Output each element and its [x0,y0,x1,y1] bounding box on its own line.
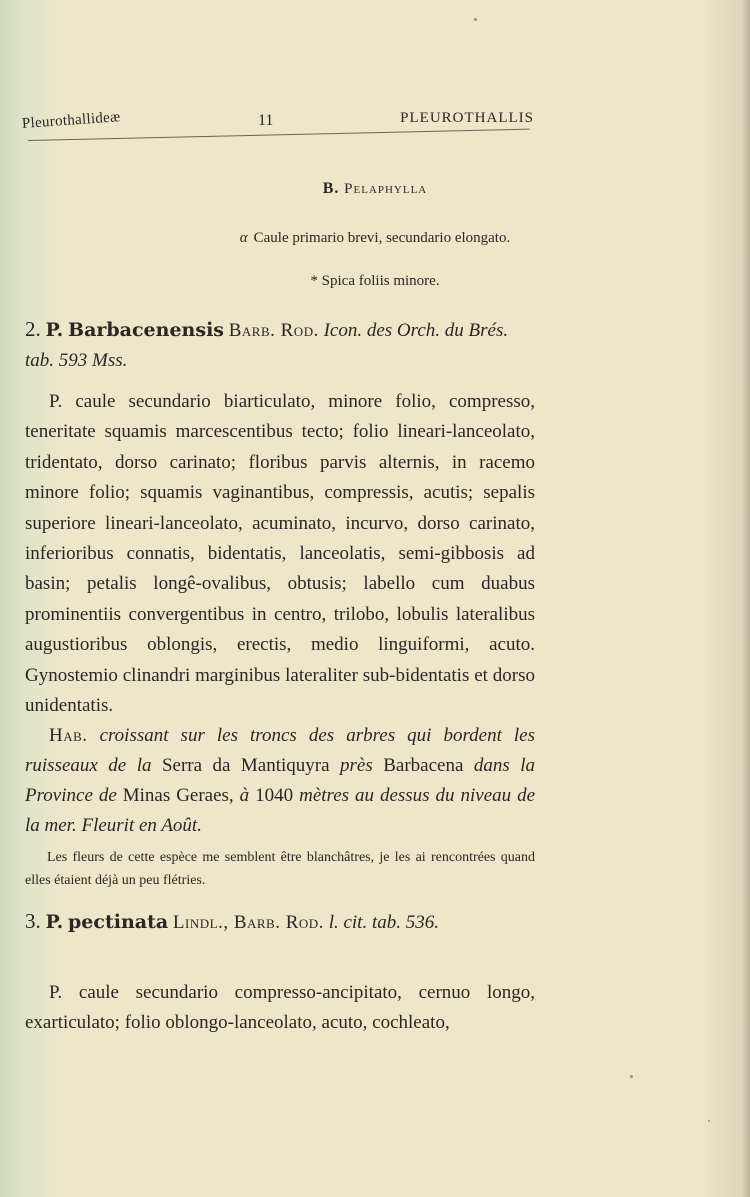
section-heading [0,180,750,198]
habitat-text: près [340,755,373,776]
habitat-label: Hab. [49,725,88,746]
species-genus: P. [45,319,64,341]
species-description: P. caule secundario biarticulato, minore folio, compresso, teneritate squamis marcescentibus tecto; folio lineari-lanceolato, tridentato, dorso carinato; floribus parvis alternis, in racemo minore folio; squamis vaginantibus, compressis, acutis; sepalis superiore lineari-lanceolato, acuminato, incurvo, dorso carinato, inferioribus connatis, bidentatis, lanceolatis, semi-gibbosis ad basin; petalis longê-ovalibus, obtusis; labello cum duabus prominentiis convergentibus in centro, trilobo, lobulis lateralibus augustioribus oblongis, erectis, medio linguiformi, acuto. Gynostemio clinandri marginibus lateraliter sub-bidentatis et dorso unidentatis. [25,391,535,717]
species-description: P. caule secundario compresso-ancipitato, cernuo longo, exarticulato; folio oblongo-lanceolato, acuto, cochleato, [25,982,535,1034]
species-genus: P. [45,911,64,933]
species-author: Lindl., Barb. Rod. [172,912,324,933]
species-heading [25,906,535,938]
subsection-text: Caule primario brevi, secundario elongato. [253,230,511,246]
subsubsection-heading: * Spica foliis minore. [310,273,440,289]
species-heading [25,314,535,376]
section-letter: B. [322,180,340,197]
species-number: 2. [25,317,41,341]
running-head-left: Pleurothallideæ [21,109,121,132]
species-citation: l. cit. tab. 536. [328,912,439,933]
habitat-altitude: 1040 [255,785,294,806]
species-epithet: Barbacenensis [68,319,224,341]
species-number: 3. [25,909,41,933]
paper-speck [708,1120,710,1122]
section-title: Pelaphylla [344,181,428,197]
subsection-marker: α [239,230,248,246]
habitat-text: à [239,785,250,806]
paper-speck [630,1075,633,1078]
habitat-place: Barbacena [383,755,464,776]
habitat-text: croissant sur les troncs des arbres qui bordent les ruisseaux de la [25,725,535,776]
running-head-right: PLEUROTHALLIS [400,110,534,126]
habitat-place: Serra da Mantiquyra [161,755,330,776]
species-author: Barb. Rod. [228,320,319,341]
species-epithet: pectinata [68,911,169,933]
species-habitat [25,721,535,841]
subsection-heading [0,230,750,247]
page-number: 11 [258,112,274,129]
habitat-place: Minas Geraes, [122,785,234,806]
habitat-text: dans la Province de [25,755,536,806]
species-note: Les fleurs de cette espèce me semblent être blanchâtres, je les ai rencontrées quand elles étaient déjà un peu flétries. [25,850,535,888]
habitat-text: mètres au dessus du niveau de la mer. Fleurit en Août. [25,785,536,836]
paper-speck [474,18,477,21]
species-citation: Icon. des Orch. du Brés. tab. 593 Mss. [25,320,509,371]
